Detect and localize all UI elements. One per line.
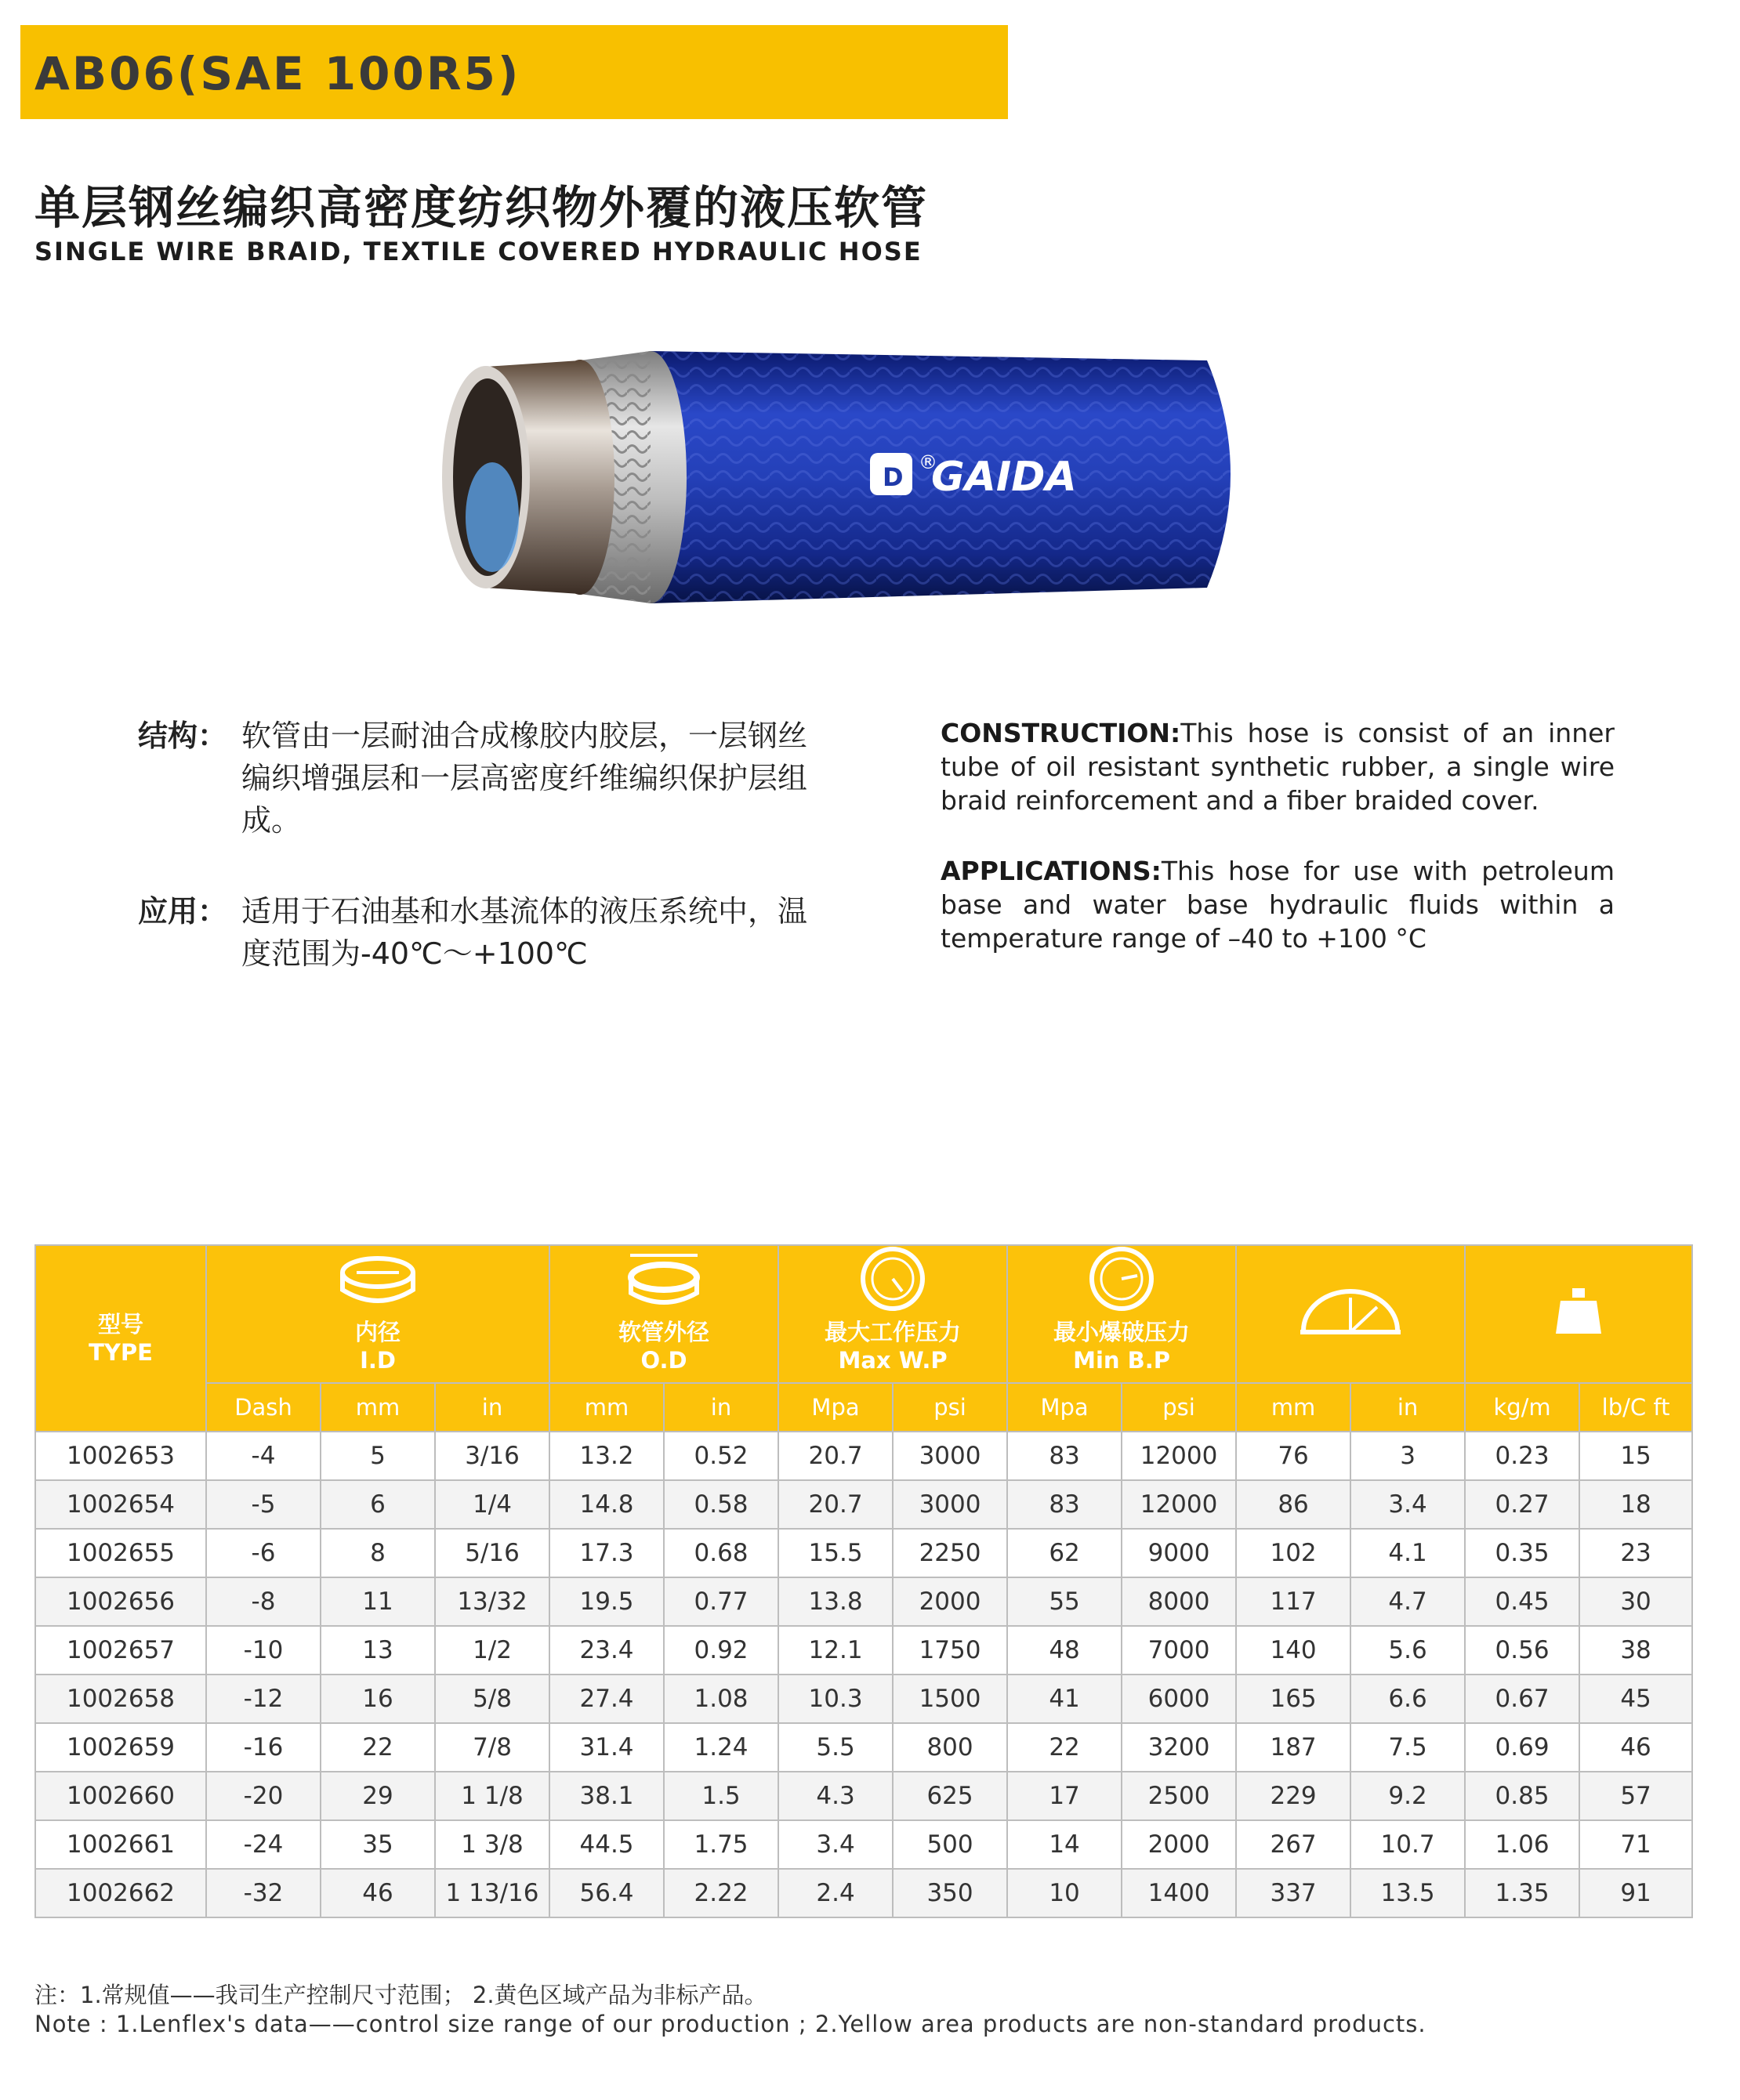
table-cell: 62 xyxy=(1007,1529,1122,1577)
note-en: Note : 1.Lenflex's data——control size range of our production ; 2.Yellow area products are non-standard products. xyxy=(34,2011,1426,2037)
table-body xyxy=(35,1432,1692,1917)
table-cell: 1.08 xyxy=(664,1675,778,1723)
table-cell: 91 xyxy=(1579,1869,1692,1917)
table-cell: 140 xyxy=(1236,1626,1350,1675)
table-cell: 56.4 xyxy=(549,1869,664,1917)
product-title-en: SINGLE WIRE BRAID, TEXTILE COVERED HYDRAULIC HOSE xyxy=(34,237,923,266)
burst-gauge-icon xyxy=(1082,1246,1161,1312)
spec-table xyxy=(34,1244,1693,1918)
table-cell: 117 xyxy=(1236,1577,1350,1626)
table-cell: 229 xyxy=(1236,1772,1350,1820)
table-cell: 38.1 xyxy=(549,1772,664,1820)
table-cell: 1 3/8 xyxy=(435,1820,549,1869)
outer-diameter-icon xyxy=(621,1249,707,1312)
table-cell: 13 xyxy=(321,1626,435,1675)
type-code-cell: 1002659 xyxy=(35,1723,206,1772)
table-cell: 76 xyxy=(1236,1432,1350,1480)
pressure-gauge-icon xyxy=(854,1246,932,1312)
table-cell: 12000 xyxy=(1122,1480,1236,1529)
table-cell: 5/8 xyxy=(435,1675,549,1723)
inner-diameter-icon xyxy=(335,1249,421,1312)
table-cell: 1/4 xyxy=(435,1480,549,1529)
table-cell: 12000 xyxy=(1122,1432,1236,1480)
table-cell: -12 xyxy=(206,1675,321,1723)
table-cell: 30 xyxy=(1579,1577,1692,1626)
table-cell: 0.45 xyxy=(1465,1577,1579,1626)
table-cell: 800 xyxy=(893,1723,1007,1772)
table-cell: -20 xyxy=(206,1772,321,1820)
table-group-header xyxy=(35,1245,1692,1383)
table-cell: 2250 xyxy=(893,1529,1007,1577)
table-cell: 0.68 xyxy=(664,1529,778,1577)
type-code-cell: 1002661 xyxy=(35,1820,206,1869)
model-title: AB06(SAE 100R5) xyxy=(34,47,521,100)
table-cell: 0.27 xyxy=(1465,1480,1579,1529)
table-cell: 9.2 xyxy=(1350,1772,1465,1820)
table-cell: 20.7 xyxy=(778,1432,893,1480)
svg-text:D: D xyxy=(883,462,904,492)
table-cell: 12.1 xyxy=(778,1626,893,1675)
table-row xyxy=(35,1480,1692,1529)
table-cell: 2.4 xyxy=(778,1869,893,1917)
table-cell: 0.58 xyxy=(664,1480,778,1529)
table-row xyxy=(35,1577,1692,1626)
type-code-cell: 1002660 xyxy=(35,1772,206,1820)
table-cell: 71 xyxy=(1579,1820,1692,1869)
table-cell: 44.5 xyxy=(549,1820,664,1869)
weight-icon xyxy=(1551,1284,1606,1338)
table-cell: 4.3 xyxy=(778,1772,893,1820)
table-cell: 2500 xyxy=(1122,1772,1236,1820)
table-row xyxy=(35,1723,1692,1772)
table-cell: 3000 xyxy=(893,1432,1007,1480)
table-cell: 18 xyxy=(1579,1480,1692,1529)
table-cell: 187 xyxy=(1236,1723,1350,1772)
table-cell: 46 xyxy=(321,1869,435,1917)
svg-text:®: ® xyxy=(919,451,937,473)
product-title-cn: 单层钢丝编织高密度纺织物外覆的液压软管 xyxy=(34,181,929,234)
table-cell: 0.85 xyxy=(1465,1772,1579,1820)
construction-en xyxy=(941,716,1615,817)
table-cell: 3.4 xyxy=(778,1820,893,1869)
applications-label-cn: 应用： xyxy=(138,894,228,929)
type-code-cell: 1002662 xyxy=(35,1869,206,1917)
construction-text-en: This hose is consist of an inner tube of oil resistant synthetic rubber, a single wire braid reinforcement and a fiber braided cover. xyxy=(941,718,1615,816)
table-cell: 6.6 xyxy=(1350,1675,1465,1723)
model-title-bar xyxy=(20,25,1008,119)
table-cell: 3000 xyxy=(893,1480,1007,1529)
table-cell: 11 xyxy=(321,1577,435,1626)
table-cell: 22 xyxy=(1007,1723,1122,1772)
weight-header xyxy=(1465,1245,1692,1383)
table-cell: 102 xyxy=(1236,1529,1350,1577)
table-cell: -4 xyxy=(206,1432,321,1480)
table-cell: 10.3 xyxy=(778,1675,893,1723)
table-cell: 350 xyxy=(893,1869,1007,1917)
table-cell: 1.5 xyxy=(664,1772,778,1820)
construction-label-en: CONSTRUCTION: xyxy=(941,718,1181,748)
table-cell: 8000 xyxy=(1122,1577,1236,1626)
construction-text-cn: 软管由一层耐油合成橡胶内胶层，一层钢丝编织增强层和一层高密度纤维编织保护层组成。 xyxy=(241,719,808,838)
id-header: 内径 I.D xyxy=(206,1245,549,1383)
applications-en xyxy=(941,854,1615,955)
applications-cn xyxy=(138,890,828,984)
od-header: 软管外径 O.D xyxy=(549,1245,778,1383)
table-cell: 16 xyxy=(321,1675,435,1723)
table-cell: 23.4 xyxy=(549,1626,664,1675)
table-cell: 5.6 xyxy=(1350,1626,1465,1675)
table-cell: 1.06 xyxy=(1465,1820,1579,1869)
table-units-row: Dash mm in mm in Mpa psi Mpa psi mm in kg/m lb/C ft xyxy=(35,1383,1692,1432)
type-code-cell: 1002656 xyxy=(35,1577,206,1626)
table-row xyxy=(35,1772,1692,1820)
table-cell: 1750 xyxy=(893,1626,1007,1675)
type-code-cell: 1002655 xyxy=(35,1529,206,1577)
table-cell: 20.7 xyxy=(778,1480,893,1529)
table-cell: 2.22 xyxy=(664,1869,778,1917)
table-cell: 10.7 xyxy=(1350,1820,1465,1869)
table-cell: 500 xyxy=(893,1820,1007,1869)
table-cell: 17.3 xyxy=(549,1529,664,1577)
table-cell: 38 xyxy=(1579,1626,1692,1675)
table-cell: 57 xyxy=(1579,1772,1692,1820)
applications-text-en: This hose for use with petroleum base and water base hydraulic fluids within a temperature range of –40 to +100 °C xyxy=(941,856,1615,954)
table-cell: -6 xyxy=(206,1529,321,1577)
burst-pressure-header: 最小爆破压力 Min B.P xyxy=(1007,1245,1236,1383)
table-cell: 267 xyxy=(1236,1820,1350,1869)
table-cell: 337 xyxy=(1236,1869,1350,1917)
table-cell: 14 xyxy=(1007,1820,1122,1869)
table-cell: 7/8 xyxy=(435,1723,549,1772)
table-cell: -32 xyxy=(206,1869,321,1917)
table-cell: -8 xyxy=(206,1577,321,1626)
table-cell: 3 xyxy=(1350,1432,1465,1480)
table-row xyxy=(35,1820,1692,1869)
table-cell: 8 xyxy=(321,1529,435,1577)
table-cell: 1.75 xyxy=(664,1820,778,1869)
table-cell: 0.35 xyxy=(1465,1529,1579,1577)
table-cell: 7.5 xyxy=(1350,1723,1465,1772)
bend-radius-icon xyxy=(1296,1284,1405,1338)
table-cell: 41 xyxy=(1007,1675,1122,1723)
table-cell: 0.56 xyxy=(1465,1626,1579,1675)
table-cell: 3/16 xyxy=(435,1432,549,1480)
table-cell: 2000 xyxy=(893,1577,1007,1626)
table-cell: 22 xyxy=(321,1723,435,1772)
type-code-cell: 1002658 xyxy=(35,1675,206,1723)
table-cell: 5.5 xyxy=(778,1723,893,1772)
construction-cn xyxy=(138,715,828,848)
working-pressure-header: 最大工作压力 Max W.P xyxy=(778,1245,1007,1383)
applications-label-en: APPLICATIONS: xyxy=(941,856,1162,886)
construction-label-cn: 结构： xyxy=(138,719,228,753)
table-cell: 0.23 xyxy=(1465,1432,1579,1480)
table-cell: 625 xyxy=(893,1772,1007,1820)
table-cell: 15.5 xyxy=(778,1529,893,1577)
table-cell: 1 13/16 xyxy=(435,1869,549,1917)
table-cell: -5 xyxy=(206,1480,321,1529)
table-cell: 13.5 xyxy=(1350,1869,1465,1917)
type-header: 型号 TYPE xyxy=(35,1245,206,1432)
table-cell: -16 xyxy=(206,1723,321,1772)
table-cell: 2000 xyxy=(1122,1820,1236,1869)
table-cell: 15 xyxy=(1579,1432,1692,1480)
table-cell: 13.8 xyxy=(778,1577,893,1626)
type-code-cell: 1002654 xyxy=(35,1480,206,1529)
applications-text-cn: 适用于石油基和水基流体的液压系统中，温度范围为-40℃～+100℃ xyxy=(241,894,808,971)
table-cell: 0.77 xyxy=(664,1577,778,1626)
hose-product-image xyxy=(423,329,1278,619)
table-cell: 45 xyxy=(1579,1675,1692,1723)
table-cell: 0.92 xyxy=(664,1626,778,1675)
table-row xyxy=(35,1675,1692,1723)
gaida-logo xyxy=(870,451,1077,501)
table-cell: 0.69 xyxy=(1465,1723,1579,1772)
table-cell: 31.4 xyxy=(549,1723,664,1772)
table-cell: 1500 xyxy=(893,1675,1007,1723)
table-cell: 1400 xyxy=(1122,1869,1236,1917)
table-cell: 7000 xyxy=(1122,1626,1236,1675)
table-cell: 9000 xyxy=(1122,1529,1236,1577)
table-cell: 0.52 xyxy=(664,1432,778,1480)
table-cell: 4.7 xyxy=(1350,1577,1465,1626)
table-cell: 14.8 xyxy=(549,1480,664,1529)
table-cell: 23 xyxy=(1579,1529,1692,1577)
table-cell: 3200 xyxy=(1122,1723,1236,1772)
table-cell: 17 xyxy=(1007,1772,1122,1820)
table-cell: 1.35 xyxy=(1465,1869,1579,1917)
table-cell: 86 xyxy=(1236,1480,1350,1529)
table-cell: 6000 xyxy=(1122,1675,1236,1723)
table-cell: 1 1/8 xyxy=(435,1772,549,1820)
note-cn: 注：1.常规值——我司生产控制尺寸范围； 2.黄色区域产品为非标产品。 xyxy=(34,1982,767,2008)
table-cell: 1/2 xyxy=(435,1626,549,1675)
type-code-cell: 1002657 xyxy=(35,1626,206,1675)
table-cell: 27.4 xyxy=(549,1675,664,1723)
table-cell: -24 xyxy=(206,1820,321,1869)
table-cell: 165 xyxy=(1236,1675,1350,1723)
bend-radius-header xyxy=(1236,1245,1465,1383)
table-cell: 6 xyxy=(321,1480,435,1529)
brand-name: GAIDA xyxy=(931,454,1077,501)
table-cell: -10 xyxy=(206,1626,321,1675)
table-cell: 5/16 xyxy=(435,1529,549,1577)
table-cell: 0.67 xyxy=(1465,1675,1579,1723)
table-cell: 13/32 xyxy=(435,1577,549,1626)
table-row xyxy=(35,1432,1692,1480)
table-cell: 48 xyxy=(1007,1626,1122,1675)
table-cell: 35 xyxy=(321,1820,435,1869)
table-cell: 10 xyxy=(1007,1869,1122,1917)
table-cell: 4.1 xyxy=(1350,1529,1465,1577)
table-cell: 46 xyxy=(1579,1723,1692,1772)
table-cell: 55 xyxy=(1007,1577,1122,1626)
table-cell: 83 xyxy=(1007,1432,1122,1480)
table-row xyxy=(35,1869,1692,1917)
table-cell: 3.4 xyxy=(1350,1480,1465,1529)
table-cell: 1.24 xyxy=(664,1723,778,1772)
table-cell: 5 xyxy=(321,1432,435,1480)
table-cell: 19.5 xyxy=(549,1577,664,1626)
table-cell: 29 xyxy=(321,1772,435,1820)
table-row xyxy=(35,1529,1692,1577)
type-code-cell: 1002653 xyxy=(35,1432,206,1480)
table-cell: 83 xyxy=(1007,1480,1122,1529)
table-row xyxy=(35,1626,1692,1675)
table-cell: 13.2 xyxy=(549,1432,664,1480)
